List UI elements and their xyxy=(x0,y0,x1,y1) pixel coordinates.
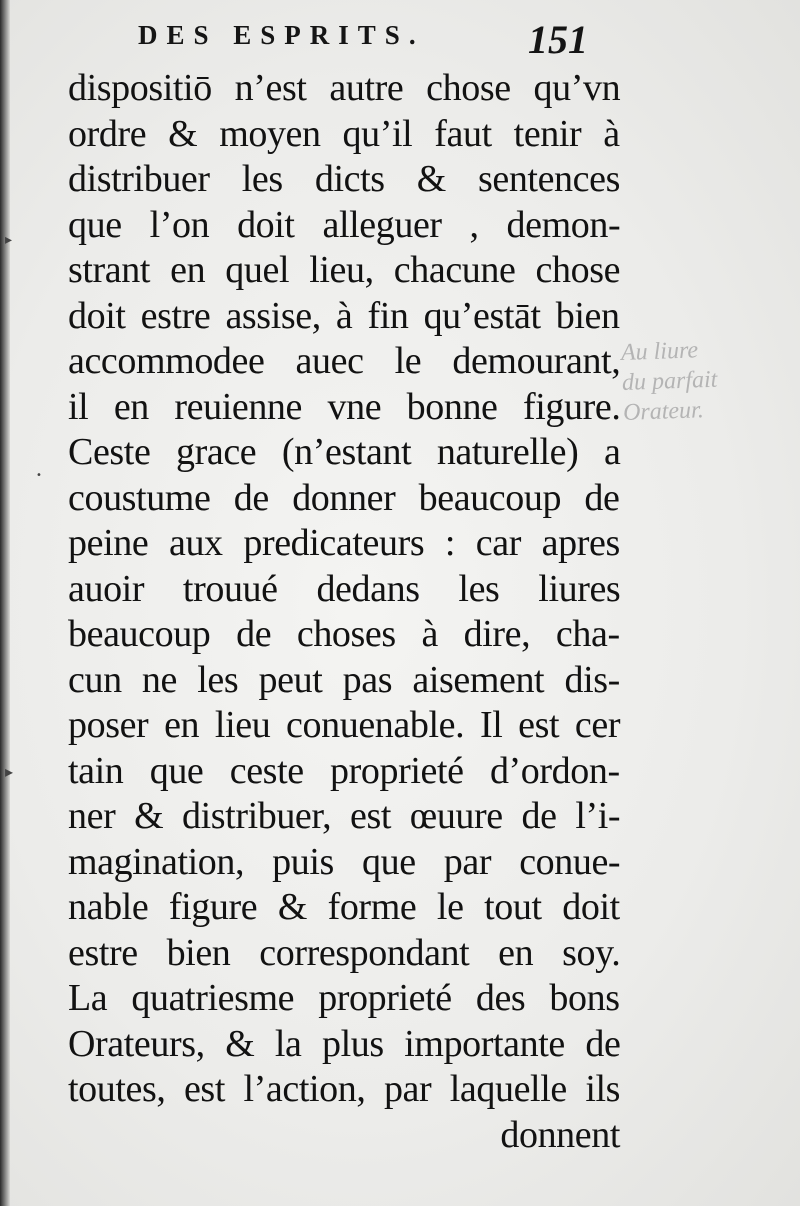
text-line: accommodee auec le demourant, xyxy=(68,340,621,382)
marginal-note-line: Orateur. xyxy=(622,397,705,426)
text-line: nable figure & forme le tout doit xyxy=(68,886,620,928)
running-head xyxy=(138,16,614,62)
text-line: que l’on doit alleguer , demon- xyxy=(68,203,621,246)
text-line: il en reuienne vne bonne figure. xyxy=(68,385,621,428)
text-line: La quatriesme proprieté des bons xyxy=(68,977,620,1019)
body-text xyxy=(68,66,620,1158)
text-line: Ceste grace (n’estant naturelle) a xyxy=(68,431,621,473)
ink-speck: ▸ xyxy=(5,762,14,781)
text-line: distribuer les dicts & sentences xyxy=(68,158,620,200)
text-line: estre bien correspondant en soy. xyxy=(68,931,621,974)
text-line: strant en quel lieu, chacune chose xyxy=(68,249,621,291)
text-line: auoir trouué dedans les liures xyxy=(68,567,621,610)
running-head-title: DES ESPRITS. xyxy=(138,20,425,50)
marginal-note-line: Au liure xyxy=(620,337,699,366)
text-line: ordre & moyen qu’il faut tenir à xyxy=(68,112,620,155)
marginal-note xyxy=(620,332,793,428)
show-through-mark xyxy=(624,1122,704,1136)
text-line: Orateurs, & la plus importante de xyxy=(68,1022,621,1065)
catchword: donnent xyxy=(500,1113,620,1156)
text-line: ner & distribuer, est œuure de l’i- xyxy=(68,795,621,837)
text-line: beaucoup de choses à dire, cha- xyxy=(68,613,620,655)
marginal-note-line: du parfait xyxy=(621,366,718,396)
text-line: peine aux predicateurs : car apres xyxy=(68,522,620,564)
text-line: poser en lieu conuenable. Il est cer xyxy=(68,704,621,746)
text-line: toutes, est l’action, par laquelle ils xyxy=(68,1068,621,1110)
text-line: cun ne les peut pas aisement dis- xyxy=(68,658,620,701)
ink-speck: • xyxy=(36,470,42,481)
text-line: tain que ceste proprieté d’ordon- xyxy=(68,749,620,792)
ink-speck: ▸ xyxy=(5,232,13,248)
text-line: magination, puis que par conue- xyxy=(68,840,621,883)
text-line: dispositiō n’est autre chose qu’vn xyxy=(68,67,621,109)
page-number: 151 xyxy=(528,17,588,62)
catchword-line xyxy=(68,1113,620,1159)
text-line: doit estre assise, à fin qu’estāt bien xyxy=(68,294,620,337)
text-line: coustume de donner beaucoup de xyxy=(68,476,620,519)
binding-gutter xyxy=(0,0,13,1206)
